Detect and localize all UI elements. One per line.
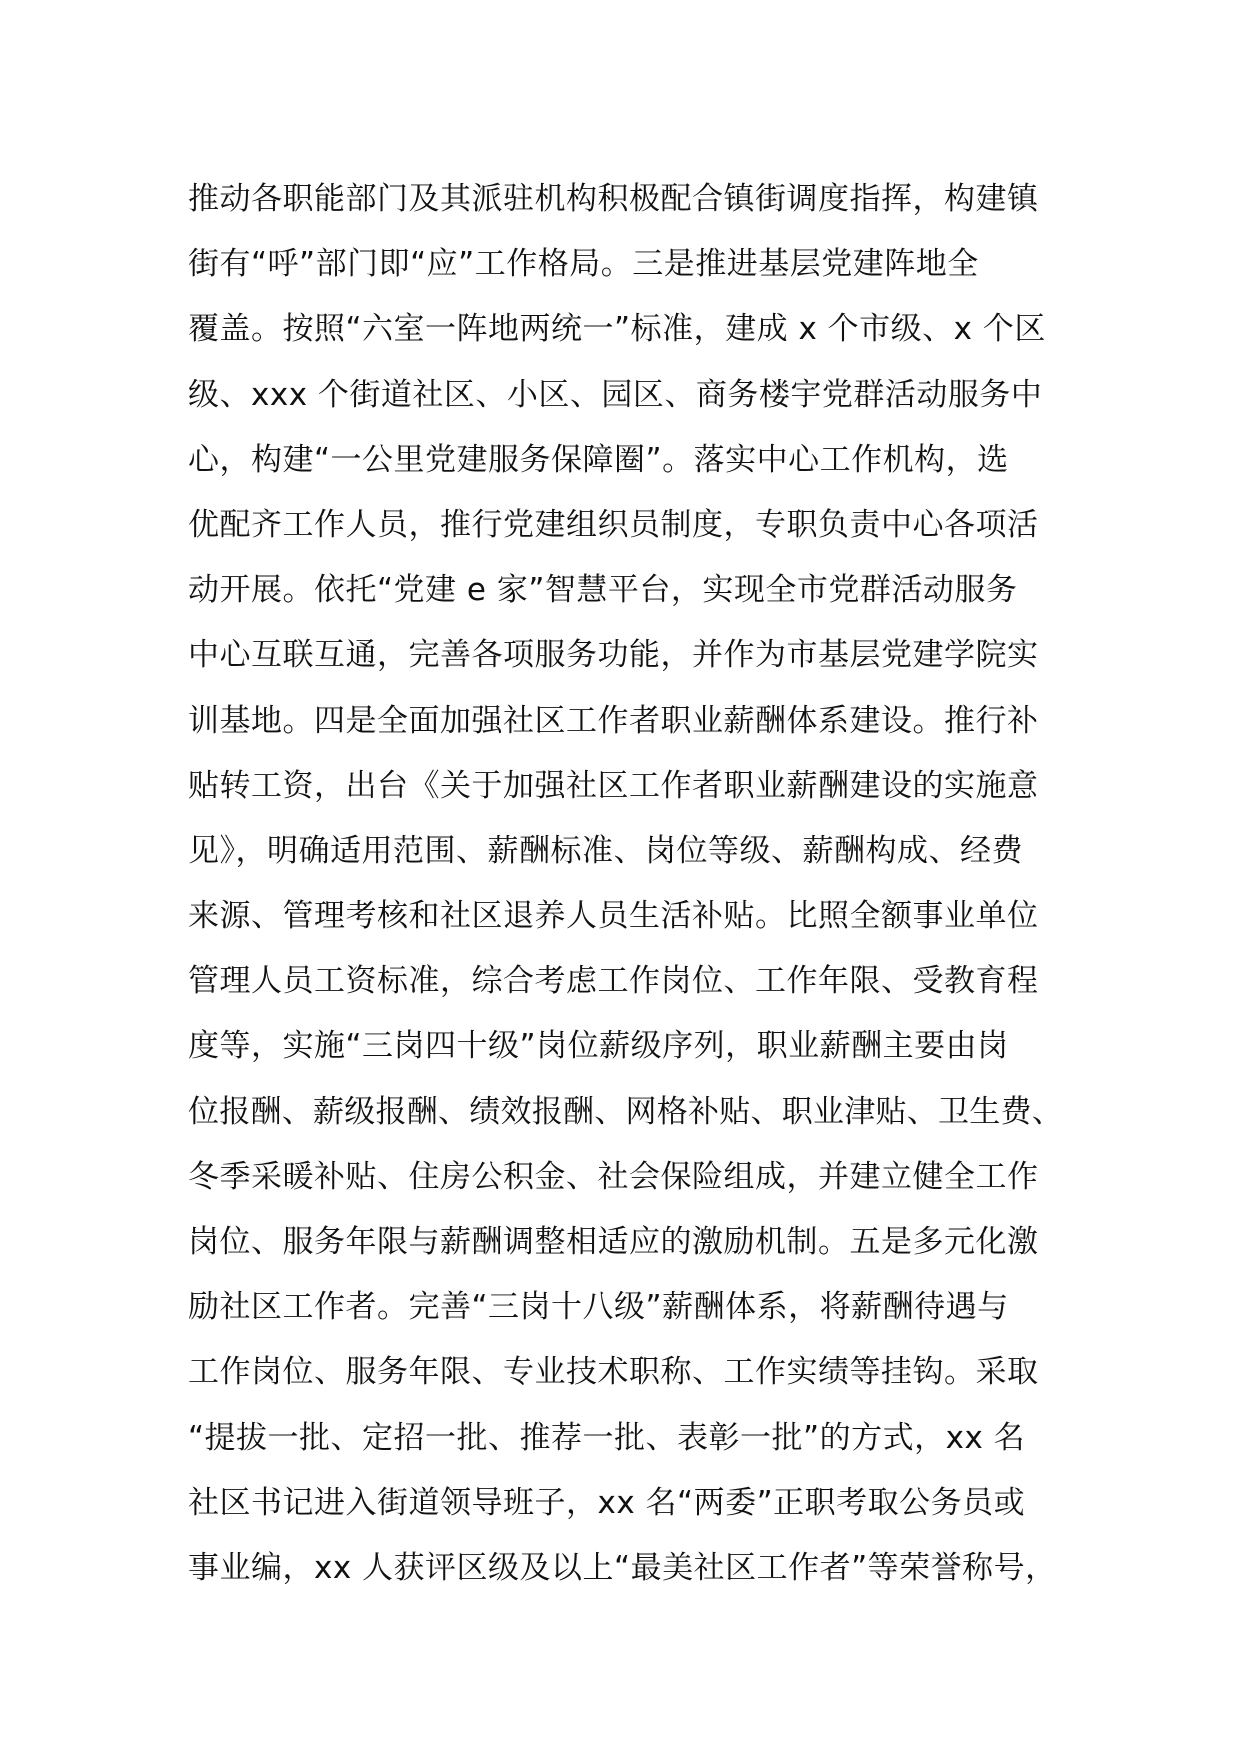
text-line: 来源、管理考核和社区退养人员生活补贴。比照全额事业单位	[188, 898, 1039, 935]
text-line: “提拔一批、定招一批、推荐一批、表彰一批”的方式，xx 名	[188, 1419, 1026, 1456]
text-line: 推动各职能部门及其派驻机构积极配合镇街调度指挥，构建镇	[188, 181, 1039, 217]
text-line: 级、xxx 个街道社区、小区、园区、商务楼宇党群活动服务中	[188, 376, 1043, 413]
text-line: 见》，明确适用范围、薪酬标准、岗位等级、薪酬构成、经费	[188, 832, 1023, 869]
text-line: 心，构建“一公里党建服务保障圈”。落实中心工作机构，选	[188, 441, 1009, 478]
text-line: 度等，实施“三岗四十级”岗位薪级序列，职业薪酬主要由岗	[188, 1028, 1009, 1065]
text-line: 覆盖。按照“六室一阵地两统一”标准，建成 x 个市级、x 个区	[188, 311, 1046, 348]
text-line: 岗位、服务年限与薪酬调整相适应的激励机制。五是多元化激	[188, 1224, 1039, 1260]
text-line: 事业编，xx 人获评区级及以上“最美社区工作者”等荣誉称号，	[188, 1549, 1057, 1586]
text-line: 贴转工资，出台《关于加强社区工作者职业薪酬建设的实施意	[188, 767, 1039, 804]
text-line: 励社区工作者。完善“三岗十八级”薪酬体系，将薪酬待遇与	[188, 1289, 1009, 1326]
text-line: 工作岗位、服务年限、专业技术职称、工作实绩等挂钩。采取	[188, 1354, 1039, 1391]
text-line: 街有“呼”部门即“应”工作格局。三是推进基层党建阵地全	[188, 246, 979, 283]
text-line: 社区书记进入街道领导班子，xx 名“两委”正职考取公务员或	[188, 1484, 1026, 1521]
text-line: 管理人员工资标准，综合考虑工作岗位、工作年限、受教育程	[188, 963, 1039, 1000]
text-line: 训基地。四是全面加强社区工作者职业薪酬体系建设。推行补	[188, 702, 1039, 739]
text-line: 冬季采暖补贴、住房公积金、社会保险组成，并建立健全工作	[188, 1158, 1039, 1195]
text-line: 动开展。依托“党建 e 家”智慧平台，实现全市党群活动服务	[188, 572, 1018, 609]
body-paragraph	[188, 167, 1068, 1601]
text-line: 中心互联互通，完善各项服务功能，并作为市基层党建学院实	[188, 637, 1039, 674]
text-line: 优配齐工作人员，推行党建组织员制度，专职负责中心各项活	[188, 506, 1039, 543]
text-line: 位报酬、薪级报酬、绩效报酬、网格补贴、职业津贴、卫生费、	[188, 1093, 1063, 1130]
